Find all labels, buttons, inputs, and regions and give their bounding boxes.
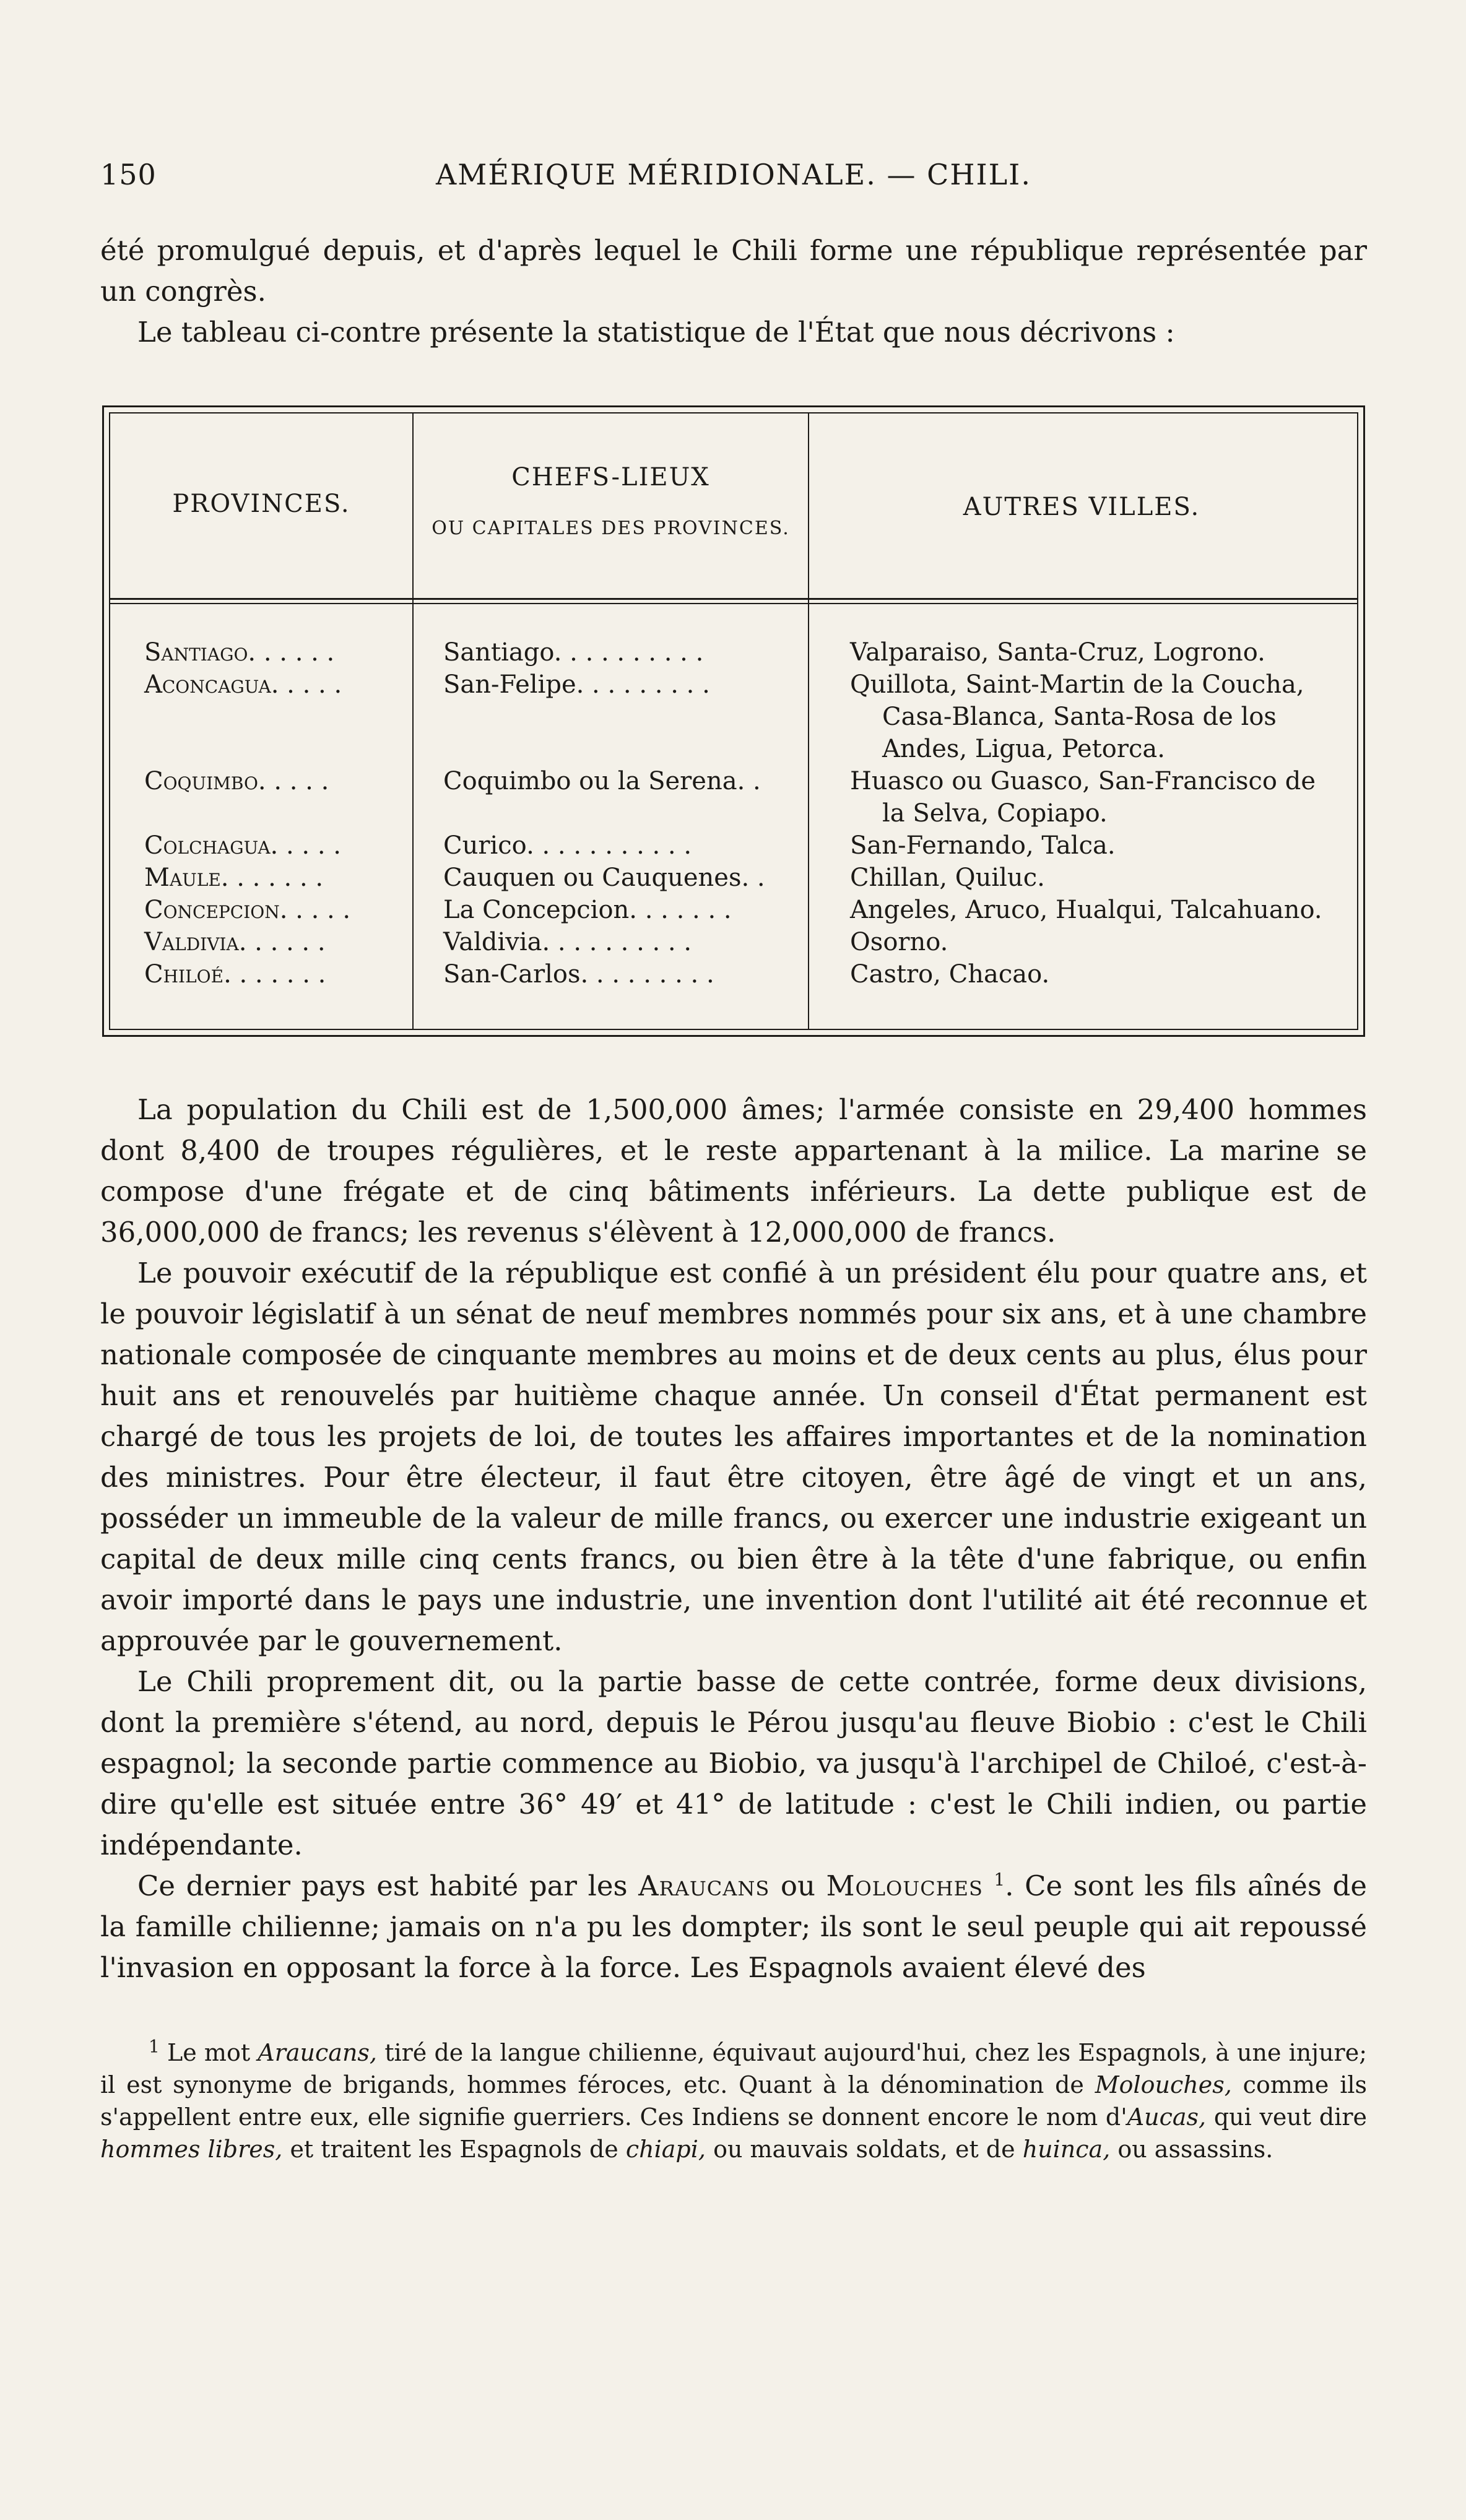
araucans-term: Araucans: [638, 1869, 770, 1902]
table-body: [110, 636, 1357, 990]
table-row: [110, 636, 1357, 669]
towns-line: Castro, Chacao.: [850, 960, 1050, 989]
italic-term: Araucans,: [258, 2039, 378, 2066]
table-row: [110, 669, 1357, 765]
province-cell: Valdivia. . . . . .: [144, 928, 326, 956]
italic-term: huinca,: [1022, 2136, 1111, 2163]
province-cell: Chiloé. . . . . . .: [144, 960, 326, 989]
text-run: ou mauvais soldats, et de: [705, 2136, 1023, 2163]
paragraph-government: Le pouvoir exécutif de la république est confié à un président élu pour quatre ans, et le pouvoir législatif à un sénat de neuf membres nommés pour six ans, et à une chambre nationale composée de cinquante membres au moins et de deux cents au plus, élus pour huit ans et renouvelés par huitième chaque année. Un conseil d'État permanent est chargé de tous les projets de loi, de toutes les affaires importantes et de la nomination des ministres. Pour être électeur, il faut être citoyen, être âgé de vingt et un ans, posséder un immeuble de la valeur de mille francs, ou exercer une industrie exigeant un capital de deux mille cinq cents francs, ou bien être à la tête d'une fabrique, ou enfin avoir importé dans le pays une industrie, une invention dont l'utilité ait été reconnue et approuvée par le gouvernement.: [100, 1257, 1367, 1657]
towns-line: Chillan, Quiluc.: [850, 864, 1045, 892]
capital-cell: San-Carlos. . . . . . . . .: [443, 960, 714, 989]
statistics-table: [102, 405, 1365, 1037]
capital-cell: La Concepcion. . . . . . .: [443, 896, 732, 924]
capital-cell: Curico. . . . . . . . . . .: [443, 831, 692, 860]
towns-cell: [850, 829, 1327, 862]
paragraph-divisions: Le Chili proprement dit, ou la partie basse de cette contrée, forme deux divisions, dont la première s'étend, au nord, depuis le Pérou jusqu'au fleuve Biobio : c'est le Chili espagnol; la seconde partie commence au Biobio, va jusqu'à l'archipel de Chiloé, c'est-à-dire qu'elle est située entre 36° 49′ et 41° de latitude : c'est le Chili indien, ou partie indépendante.: [100, 1665, 1367, 1861]
table-row: [110, 862, 1357, 894]
table-row: [110, 765, 1357, 829]
italic-term: hommes libres,: [100, 2136, 283, 2163]
province-cell: Santiago. . . . . .: [144, 638, 335, 667]
italic-term: chiapi,: [625, 2136, 706, 2163]
capital-cell: San-Felipe. . . . . . . . .: [443, 670, 710, 699]
header-rule-double: [110, 603, 1357, 604]
table-row: [110, 829, 1357, 862]
footnote-mark: 1: [149, 2036, 160, 2057]
towns-line: Valparaiso, Santa-Cruz, Logrono.: [850, 638, 1265, 667]
italic-term: Aucas,: [1127, 2103, 1207, 2131]
towns-cell: [850, 636, 1327, 669]
towns-cell: [850, 765, 1327, 829]
running-title: AMÉRIQUE MÉRIDIONALE. — CHILI.: [436, 158, 1031, 191]
province-cell: Concepcion. . . . .: [144, 896, 351, 924]
towns-cell: [850, 958, 1327, 990]
towns-cell: [850, 926, 1327, 958]
text-run: ou: [770, 1869, 826, 1902]
towns-line: la Selva, Copiapo.: [882, 799, 1108, 828]
capital-cell: Santiago. . . . . . . . . .: [443, 638, 704, 667]
towns-line: Angeles, Aruco, Hualqui, Talcahuano.: [850, 896, 1322, 924]
molouches-term: Molouches: [826, 1869, 983, 1902]
text-run: comme ils s'appellent entre eux, elle signifie guerriers. Ces Indiens se donnent encore le nom d': [100, 2071, 1368, 2131]
footnote: [100, 2037, 1367, 2165]
page-header: [100, 158, 1367, 201]
province-cell: Coquimbo. . . . .: [144, 767, 329, 795]
table-row: [110, 894, 1357, 926]
paragraph-araucans: [100, 1866, 1367, 1988]
text-run: et traitent les Espagnols de: [282, 2136, 626, 2163]
capital-cell: Valdivia. . . . . . . . . .: [443, 928, 692, 956]
footnote-reference[interactable]: 1: [994, 1869, 1005, 1890]
capital-cell: Cauquen ou Cauquenes. .: [443, 864, 765, 892]
page-number: 150: [100, 158, 157, 191]
towns-line: Casa-Blanca, Santa-Rosa de los: [882, 703, 1277, 731]
towns-cell: [850, 894, 1327, 926]
intro-line-1: été promulgué depuis, et d'après lequel le Chili forme une république représentée par un congrès.: [100, 234, 1367, 308]
towns-cell: [850, 669, 1327, 765]
intro-text: [100, 230, 1367, 353]
towns-line: Quillota, Saint-Martin de la Coucha,: [850, 670, 1304, 699]
header-chefs-lieux-sub: OU CAPITALES DES PROVINCES.: [432, 517, 790, 539]
intro-line-2: Le tableau ci-contre présente la statistique de l'État que nous décrivons :: [137, 316, 1175, 349]
text-run: qui veut dire: [1206, 2103, 1367, 2131]
province-cell: Aconcagua. . . . .: [144, 670, 342, 699]
province-cell: Colchagua. . . . .: [144, 831, 341, 860]
header-autres-villes: AUTRES VILLES.: [963, 493, 1200, 521]
header-provinces: PROVINCES.: [172, 490, 350, 518]
paragraph-population: La population du Chili est de 1,500,000 âmes; l'armée consiste en 29,400 hommes dont 8,400 de troupes régulières, et le reste appartenant à la milice. La marine se compose d'une frégate et de cinq bâtiments inférieurs. La dette publique est de 36,000,000 de francs; les revenus s'élèvent à 12,000,000 de francs.: [100, 1093, 1367, 1249]
towns-line: Andes, Ligua, Petorca.: [882, 735, 1165, 763]
province-cell: Maule. . . . . . .: [144, 864, 324, 892]
footnote-text: [100, 2037, 1367, 2165]
header-chefs-lieux: CHEFS-LIEUX: [511, 463, 710, 491]
towns-line: Osorno.: [850, 928, 948, 956]
towns-cell: [850, 862, 1327, 894]
towns-line: Huasco ou Guasco, San-Francisco de: [850, 767, 1316, 795]
header-rule: [110, 598, 1357, 600]
towns-line: San-Fernando, Talca.: [850, 831, 1116, 860]
capital-cell: Coquimbo ou la Serena. .: [443, 767, 761, 795]
text-run: tiré de la langue chilienne, équivaut aujourd'hui, chez les Espagnols, à une injure; il est synonyme de brigands, hommes féroces, etc. Quant à la dénomination de: [100, 2039, 1367, 2098]
table-row: [110, 958, 1357, 990]
text-run: . Ce sont les fils aînés de la famille chilienne; jamais on n'a pu les dompter; ils sont le seul peuple qui ait repoussé l'invasion en opposant la force à la force. Les Espagnols avaient élevé des: [100, 1869, 1367, 1984]
italic-term: Molouches,: [1095, 2071, 1232, 2098]
text-run: Ce dernier pays est habité par les: [137, 1869, 639, 1902]
table-row: [110, 926, 1357, 958]
table-inner-border: [109, 412, 1358, 1030]
text-run: Le mot: [159, 2039, 258, 2066]
text-run: ou assassins.: [1110, 2136, 1273, 2163]
main-text: [100, 1089, 1367, 1988]
